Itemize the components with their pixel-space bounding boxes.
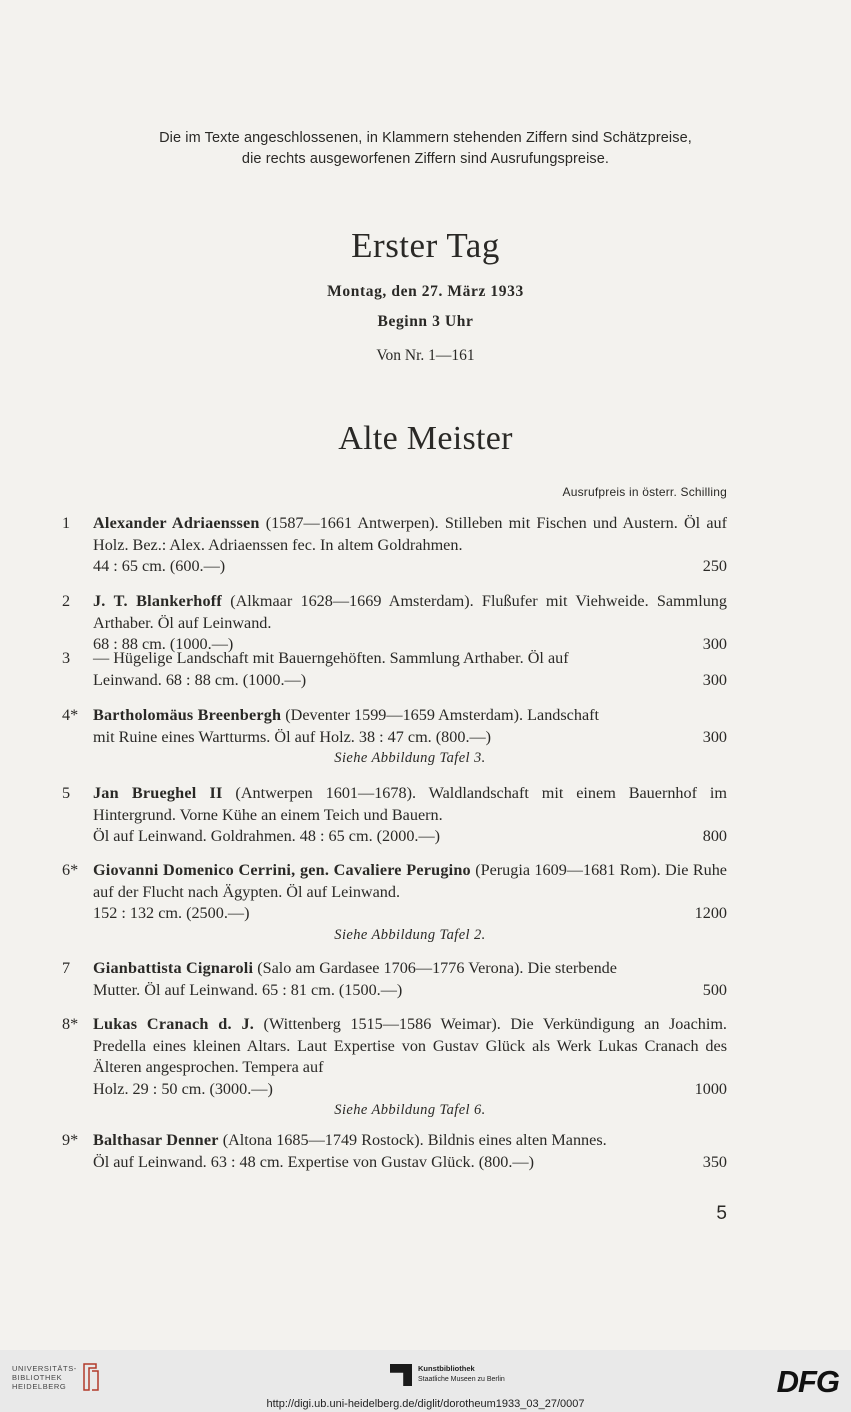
lot-number: 1 bbox=[62, 514, 71, 532]
auction-time: Beginn 3 Uhr bbox=[377, 313, 474, 330]
lot-entry bbox=[62, 591, 727, 656]
dfg-logo[interactable]: DFG bbox=[776, 1364, 839, 1399]
lot-entry bbox=[62, 648, 727, 691]
ub-logo-line-1: UNIVERSITÄTS- bbox=[12, 1364, 77, 1373]
lot-description: (Alkmaar 1628—1669 Amsterdam). Flußufer mit Viehweide. Sammlung Arthaber. Öl auf Leinwand. bbox=[93, 592, 727, 632]
lot-entry bbox=[62, 1130, 727, 1173]
lot-entry bbox=[62, 958, 727, 1001]
section-title: Alte Meister bbox=[338, 420, 513, 457]
lot-start-price: 300 bbox=[702, 635, 727, 654]
lot-start-price: 1200 bbox=[694, 904, 727, 923]
lot-artist: J. T. Blankerhoff bbox=[93, 592, 222, 610]
lot-start-price: 300 bbox=[702, 727, 727, 746]
auction-date: Montag, den 27. März 1933 bbox=[327, 283, 524, 300]
lot-range: Von Nr. 1—161 bbox=[376, 347, 475, 364]
lot-number: 6* bbox=[62, 861, 79, 879]
lot-artist: Balthasar Denner bbox=[93, 1131, 219, 1149]
lot-number: 8* bbox=[62, 1015, 79, 1033]
lot-entry bbox=[62, 783, 727, 848]
lot-description: (Antwerpen 1601—1678). Waldlandschaft mit einem Bauernhof im Hintergrund. Vorne Kühe an einem Teich und Bauern. bbox=[93, 784, 727, 824]
lot-number: 3 bbox=[62, 649, 71, 667]
lot-start-price: 300 bbox=[702, 670, 727, 689]
lot-start-price: 500 bbox=[702, 980, 727, 999]
kunstbibliothek-logo[interactable] bbox=[390, 1364, 505, 1386]
intro-line-1: Die im Texte angeschlossenen, in Klammern stehenden Ziffern sind Schätzpreise, bbox=[159, 130, 692, 146]
lot-dimensions-estimate: 152 : 132 cm. (2500.—) bbox=[93, 904, 250, 923]
ub-emblem-icon bbox=[80, 1362, 100, 1392]
ub-logo-line-3: HEIDELBERG bbox=[12, 1382, 67, 1391]
lot-dimensions-estimate: 68 : 88 cm. (1000.—) bbox=[93, 635, 234, 654]
page-number: 5 bbox=[716, 1203, 727, 1224]
lot-description: (Wittenberg 1515—1586 Weimar). Die Verkündigung an Joachim. Predella eines kleinen Altars. Laut Expertise von Gustav Glück als Werk Lukas Cranach des Älteren angesprochen. Tempera auf bbox=[93, 1015, 727, 1077]
lot-entry bbox=[62, 705, 727, 770]
lot-number: 7 bbox=[62, 959, 71, 977]
lot-dimensions-estimate: Leinwand. 68 : 88 cm. (1000.—) bbox=[93, 670, 307, 689]
lot-dimensions-estimate: 44 : 65 cm. (600.—) bbox=[93, 557, 226, 576]
lot-artist: Gianbattista Cignaroli bbox=[93, 959, 254, 977]
kb-logo-line-2: Staatliche Museen zu Berlin bbox=[418, 1376, 505, 1383]
ub-heidelberg-logo[interactable] bbox=[12, 1364, 77, 1391]
kunstbibliothek-mark-icon bbox=[390, 1364, 412, 1386]
lot-start-price: 800 bbox=[702, 827, 727, 846]
price-column-caption: Ausrufpreis in österr. Schilling bbox=[562, 485, 727, 499]
lot-description: (1587—1661 Antwerpen). Stilleben mit Fischen und Austern. Öl auf Holz. Bez.: Alex. Adriaenssen fec. In altem Goldrahmen. bbox=[93, 514, 727, 554]
lot-start-price: 350 bbox=[702, 1152, 727, 1171]
plate-reference: Siehe Abbildung Tafel 6. bbox=[334, 1102, 486, 1119]
lot-dimensions-estimate: Holz. 29 : 50 cm. (3000.—) bbox=[93, 1079, 273, 1098]
lot-description: (Salo am Gardasee 1706—1776 Verona). Die sterbende bbox=[253, 959, 617, 977]
lot-dimensions-estimate: Öl auf Leinwand. 63 : 48 cm. Expertise von Gustav Glück. (800.—) bbox=[93, 1152, 535, 1171]
lot-artist: Lukas Cranach d. J. bbox=[93, 1015, 255, 1033]
lot-description: (Deventer 1599—1659 Amsterdam). Landschaft bbox=[281, 706, 600, 724]
lot-artist: Alexander Adriaenssen bbox=[93, 514, 260, 532]
lot-number: 4* bbox=[62, 706, 79, 724]
lot-entry bbox=[62, 513, 727, 578]
lot-artist: Giovanni Domenico Cerrini, gen. Cavaliere Perugino bbox=[93, 861, 471, 879]
intro-note bbox=[60, 128, 791, 170]
lot-dimensions-estimate: Öl auf Leinwand. Goldrahmen. 48 : 65 cm. (2000.—) bbox=[93, 827, 441, 846]
viewer-footer bbox=[0, 1350, 851, 1412]
lot-dimensions-estimate: mit Ruine eines Wartturms. Öl auf Holz. 38 : 47 cm. (800.—) bbox=[93, 727, 492, 746]
plate-reference: Siehe Abbildung Tafel 3. bbox=[334, 750, 486, 767]
lot-entry bbox=[62, 1014, 727, 1122]
ub-logo-line-2: BIBLIOTHEK bbox=[12, 1373, 63, 1382]
lot-dimensions-estimate: Mutter. Öl auf Leinwand. 65 : 81 cm. (1500.—) bbox=[93, 980, 403, 999]
lot-entry bbox=[62, 860, 727, 946]
lot-description: (Altona 1685—1749 Rostock). Bildnis eines alten Mannes. bbox=[218, 1131, 607, 1149]
lot-description: — Hügelige Landschaft mit Bauerngehöften. Sammlung Arthaber. Öl auf bbox=[93, 649, 569, 667]
permalink-url[interactable]: http://digi.ub.uni-heidelberg.de/diglit/dorotheum1933_03_27/0007 bbox=[266, 1398, 585, 1410]
day-title: Erster Tag bbox=[351, 226, 500, 265]
kb-logo-line-1: Kunstbibliothek bbox=[418, 1364, 475, 1373]
plate-reference: Siehe Abbildung Tafel 2. bbox=[334, 926, 486, 943]
lot-artist: Jan Brueghel II bbox=[93, 784, 223, 802]
lot-number: 9* bbox=[62, 1131, 79, 1149]
lot-description: (Perugia 1609—1681 Rom). Die Ruhe auf der Flucht nach Ägypten. Öl auf Leinwand. bbox=[93, 861, 727, 901]
lot-number: 2 bbox=[62, 592, 71, 610]
intro-line-2: die rechts ausgeworfenen Ziffern sind Ausrufungspreise. bbox=[241, 151, 610, 167]
lot-start-price: 250 bbox=[702, 557, 727, 576]
lot-artist: Bartholomäus Breenbergh bbox=[93, 706, 282, 724]
lot-start-price: 1000 bbox=[694, 1079, 727, 1098]
lot-number: 5 bbox=[62, 784, 71, 802]
